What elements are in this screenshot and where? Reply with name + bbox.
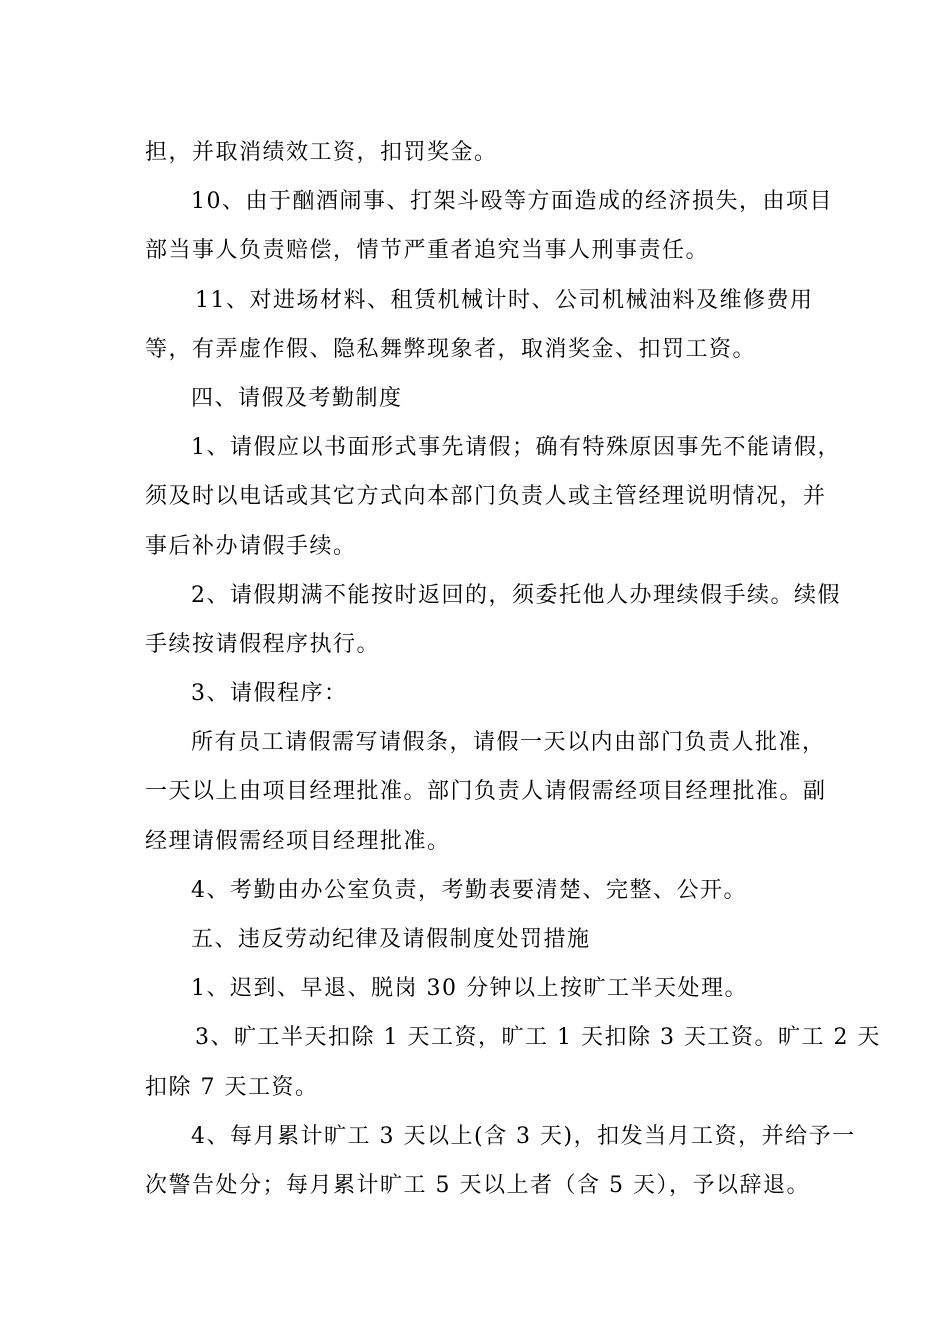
text-line: 经理请假需经项目经理批准。 xyxy=(145,828,451,854)
text-line: 手续按请假程序执行。 xyxy=(145,631,381,657)
leave-rule-3: 3、请假程序： xyxy=(191,681,348,707)
leave-rule-2: 2、请假期满不能按时返回的，须委托他人办理续假手续。续假 xyxy=(191,582,841,608)
paragraph-11-heading: 11、对进场材料、租赁机械计时、公司机械油料及维修费用 xyxy=(195,287,814,313)
penalty-rule-4: 4、每月累计旷工 3 天以上(含 3 天)，扣发当月工资，并给予一 xyxy=(191,1123,856,1149)
document-body xyxy=(145,128,881,1210)
leave-rule-1: 1、请假应以书面形式事先请假；确有特殊原因事先不能请假， xyxy=(191,435,841,461)
penalty-rule-3: 3、旷工半天扣除 1 天工资，旷工 1 天扣除 3 天工资。旷工 2 天 xyxy=(195,1025,881,1051)
text-line: 须及时以电话或其它方式向本部门负责人或主管经理说明情况，并 xyxy=(145,484,827,510)
paragraph-10-heading: 10、由于酗酒闹事、打架斗殴等方面造成的经济损失，由项目 xyxy=(191,189,833,215)
text-line: 部当事人负责赔偿，情节严重者追究当事人刑事责任。 xyxy=(145,238,710,264)
leave-procedure-text: 所有员工请假需写请假条，请假一天以内由部门负责人批准， xyxy=(191,730,826,756)
text-line: 扣除 7 天工资。 xyxy=(145,1074,319,1100)
leave-rule-4: 4、考勤由办公室负责，考勤表要清楚、完整、公开。 xyxy=(191,877,747,903)
text-line: 次警告处分；每月累计旷工 5 天以上者（含 5 天），予以辞退。 xyxy=(145,1172,810,1198)
section-5-title: 五、违反劳动纪律及请假制度处罚措施 xyxy=(191,927,591,952)
text-line: 一天以上由项目经理批准。部门负责人请假需经项目经理批准。副 xyxy=(145,779,827,805)
section-4-title: 四、请假及考勤制度 xyxy=(191,385,403,411)
text-line: 等，有弄虚作假、隐私舞弊现象者，取消奖金、扣罚工资。 xyxy=(145,336,757,362)
text-line: 担，并取消绩效工资，扣罚奖金。 xyxy=(145,140,498,165)
text-line: 事后补办请假手续。 xyxy=(145,533,357,559)
penalty-rule-1: 1、迟到、早退、脱岗 30 分钟以上按旷工半天处理。 xyxy=(191,976,748,1002)
